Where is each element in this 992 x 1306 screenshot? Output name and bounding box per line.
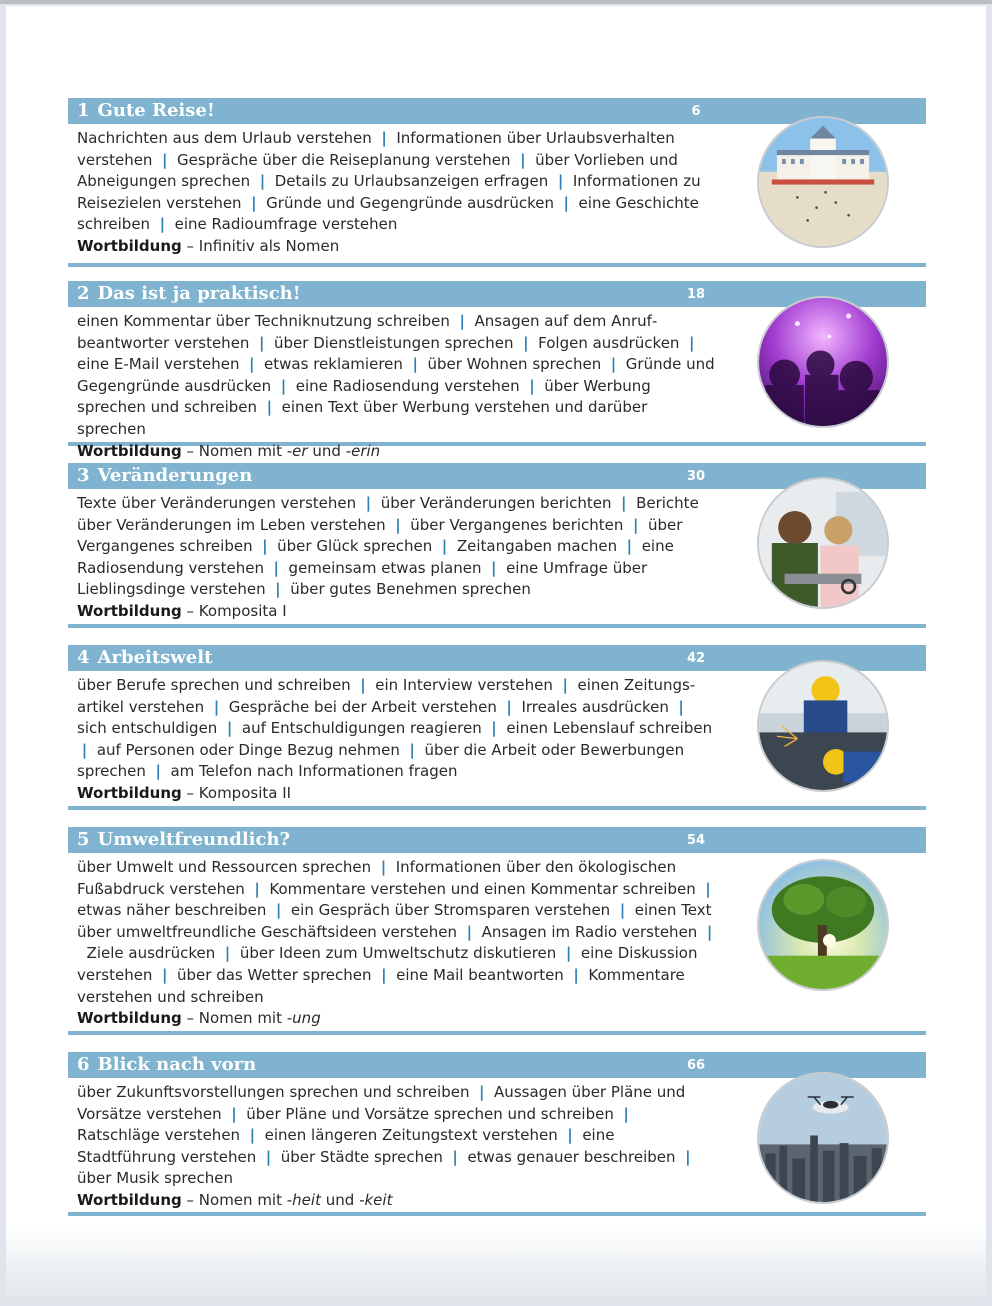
- chapter-5: [68, 827, 926, 1035]
- wortbildung-text: und: [325, 1190, 355, 1209]
- chapter-title-text: Veränderungen: [97, 465, 253, 486]
- wortbildung-text: und: [312, 441, 341, 460]
- topic-item: Folgen ausdrücken: [538, 333, 680, 352]
- wortbildung-suffix: -er: [286, 441, 308, 460]
- topic-item: sich entschuldigen: [77, 719, 218, 738]
- topic-item: Ziele ausdrücken: [86, 944, 216, 963]
- topic-separator: |: [573, 965, 579, 984]
- chapter-number: 5: [77, 829, 90, 850]
- topic-separator: |: [262, 537, 268, 556]
- chapter-body: [68, 853, 717, 1030]
- topic-list: [77, 675, 717, 783]
- topic-list: [77, 311, 717, 441]
- wortbildung-text: – Nomen mit: [186, 1190, 282, 1209]
- topic-separator: |: [705, 879, 711, 898]
- chapter-body: [68, 489, 717, 623]
- topic-separator: |: [213, 697, 220, 716]
- topic-item: Aussagen über Pläne und Vorsätze verstehen: [77, 1083, 686, 1123]
- chapter-page-number: 66: [686, 1058, 706, 1073]
- topic-separator: |: [280, 376, 287, 395]
- chapter-number: 4: [77, 647, 90, 668]
- topic-item: eine Umfrage über Lieblingsdinge verstehen: [77, 558, 648, 599]
- topic-separator: |: [678, 697, 684, 716]
- topic-item: über Veränderungen berichten: [380, 494, 612, 512]
- topic-item: etwas reklamieren: [264, 355, 403, 374]
- chapter-number: 1: [77, 100, 90, 121]
- chapter-6: [68, 1052, 926, 1216]
- wortbildung: [77, 1190, 717, 1212]
- topic-separator: |: [409, 740, 415, 759]
- topic-item: einen Text über umweltfreundliche Geschäftsideen verstehen: [77, 901, 712, 941]
- topic-item: über die Arbeit oder Bewerbungen sprechen: [77, 740, 685, 781]
- topic-separator: |: [466, 922, 473, 941]
- topic-item: Zeitangaben machen: [456, 537, 618, 556]
- topic-separator: |: [381, 129, 387, 147]
- wortbildung-label: Wortbildung: [77, 441, 182, 460]
- topic-separator: |: [491, 558, 497, 577]
- topic-separator: |: [479, 1083, 485, 1101]
- topic-item: Irreales ausdrücken: [521, 697, 669, 716]
- concert-crowd-photo: [757, 296, 889, 428]
- chapter-title-text: Das ist ja praktisch!: [97, 283, 301, 304]
- chapter-body: [68, 671, 717, 805]
- topic-item: Ratschläge verstehen: [77, 1126, 241, 1145]
- chapter-title-text: Gute Reise!: [97, 100, 215, 121]
- topic-separator: |: [565, 944, 572, 963]
- topic-separator: |: [380, 858, 387, 876]
- topic-item: über Dienstleistungen sprechen: [274, 333, 514, 352]
- topic-item: einen längeren Zeitungstext verstehen: [264, 1126, 558, 1145]
- wortbildung-text: – Komposita I: [186, 601, 287, 620]
- topic-list: [77, 1082, 717, 1190]
- topic-item: eine Geschichte schreiben: [77, 193, 699, 234]
- topic-separator: |: [162, 150, 168, 169]
- chapter-title-text: Arbeitswelt: [97, 647, 213, 668]
- topic-separator: |: [621, 494, 627, 512]
- chapter-1: [68, 98, 926, 267]
- topic-item: eine Radioumfrage verstehen: [174, 215, 398, 234]
- chapter-title: [77, 646, 212, 670]
- topic-separator: |: [381, 965, 387, 984]
- topic-item: über Vergangenes berichten: [410, 515, 624, 534]
- beach-resort-photo: [757, 116, 889, 248]
- wortbildung: [77, 601, 717, 623]
- topic-separator: |: [231, 1104, 237, 1123]
- chapter-title: [77, 464, 252, 488]
- topic-separator: |: [365, 494, 372, 512]
- chapter-title-text: Umweltfreundlich?: [97, 829, 291, 850]
- wortbildung: [77, 236, 717, 258]
- topic-separator: |: [523, 333, 529, 352]
- chapter-number: 3: [77, 465, 90, 486]
- topic-separator: |: [162, 965, 168, 984]
- chapter-title: [77, 282, 301, 306]
- topic-separator: |: [619, 901, 626, 920]
- chapter-header: [68, 827, 926, 853]
- topic-item: ein Gespräch über Stromsparen verstehen: [290, 901, 611, 920]
- topic-item: Kommentare verstehen und einen Kommentar schreiben: [269, 879, 696, 898]
- chapter-page-number: 18: [686, 287, 706, 302]
- topic-separator: |: [562, 676, 568, 694]
- topic-item: einen Lebenslauf schreiben: [506, 719, 713, 738]
- topic-item: über Musik sprechen: [77, 1169, 233, 1188]
- topic-separator: |: [226, 719, 233, 738]
- topic-item: über Umwelt und Ressourcen sprechen: [77, 858, 372, 876]
- wortbildung-suffix: -keit: [359, 1190, 393, 1209]
- topic-item: über Glück sprechen: [277, 537, 433, 556]
- topic-separator: |: [360, 676, 366, 694]
- bottom-shade: [6, 1224, 986, 1302]
- topic-separator: |: [520, 150, 526, 169]
- topic-separator: |: [529, 376, 535, 395]
- topic-separator: |: [610, 355, 617, 374]
- topic-separator: |: [506, 697, 512, 716]
- chapter-3: [68, 463, 926, 628]
- topic-item: etwas genauer beschreiben: [467, 1147, 676, 1166]
- topic-item: über Wohnen sprechen: [427, 355, 602, 374]
- topic-separator: |: [557, 172, 564, 191]
- wortbildung: [77, 783, 717, 805]
- topic-separator: |: [155, 762, 161, 781]
- topic-item: Informationen über Urlaubsverhalten verstehen: [77, 129, 675, 169]
- chapter-page-number: 6: [691, 104, 701, 119]
- topic-separator: |: [266, 398, 273, 417]
- wortbildung-suffix: -heit: [286, 1190, 321, 1209]
- topic-item: Kommentare verstehen und schreiben: [77, 965, 685, 1006]
- wortbildung-suffix: -ung: [286, 1009, 321, 1028]
- topic-separator: |: [259, 172, 266, 191]
- chapter-number: 6: [77, 1054, 90, 1075]
- topic-item: Gespräche bei der Arbeit verstehen: [228, 697, 497, 716]
- chapter-body: [68, 124, 717, 258]
- topic-item: über Städte sprechen: [280, 1147, 443, 1166]
- topic-separator: |: [224, 944, 231, 963]
- topic-item: über Pläne und Vorsätze sprechen und schreiben: [246, 1104, 614, 1123]
- topic-separator: |: [275, 580, 281, 599]
- topic-list: [77, 857, 717, 1008]
- topic-item: einen Kommentar über Techniknutzung schreiben: [77, 312, 450, 330]
- topic-separator: |: [412, 355, 418, 374]
- page: [6, 6, 986, 1302]
- topic-separator: |: [81, 740, 88, 759]
- wortbildung-label: Wortbildung: [77, 601, 182, 620]
- topic-item: Texte über Veränderungen verstehen: [77, 494, 357, 512]
- topic-item: ein Interview verstehen: [375, 676, 553, 694]
- topic-separator: |: [159, 215, 166, 234]
- wortbildung: [77, 1008, 717, 1030]
- topic-item: etwas näher beschreiben: [77, 901, 267, 920]
- topic-item: auf Personen oder Dinge Bezug nehmen: [96, 740, 400, 759]
- topic-item: gemeinsam etwas planen: [288, 558, 482, 577]
- topic-list: [77, 128, 717, 236]
- topic-item: am Telefon nach Informationen fragen: [170, 762, 458, 781]
- topic-separator: |: [706, 922, 713, 941]
- chapter-page-number: 30: [686, 469, 706, 484]
- topic-separator: |: [265, 1147, 272, 1166]
- topic-list: [77, 493, 717, 601]
- topic-separator: |: [563, 193, 569, 212]
- wortbildung-label: Wortbildung: [77, 783, 182, 802]
- topic-item: einen Text über Werbung verstehen und darüber sprechen: [77, 398, 648, 438]
- topic-item: über gutes Benehmen sprechen: [290, 580, 531, 599]
- wortbildung-label: Wortbildung: [77, 1009, 182, 1028]
- topic-item: über Ideen zum Umweltschutz diskutieren: [239, 944, 557, 963]
- topic-item: Informationen über den ökologischen Fußabdruck verstehen: [77, 858, 677, 898]
- chapter-title: [77, 99, 215, 123]
- topic-item: über das Wetter sprechen: [177, 965, 372, 984]
- topic-item: eine Diskussion verstehen: [77, 944, 698, 984]
- chapter-title: [77, 1053, 256, 1077]
- topic-item: über Vorlieben und Abneigungen sprechen: [77, 150, 678, 191]
- topic-separator: |: [685, 1147, 691, 1166]
- topic-separator: |: [249, 1126, 256, 1145]
- chapter-body: [68, 1078, 717, 1212]
- topic-separator: |: [632, 515, 639, 534]
- chapter-4: [68, 645, 926, 810]
- wortbildung-text: – Nomen mit: [186, 1009, 282, 1028]
- topic-item: über Zukunftsvorstellungen sprechen und schreiben: [77, 1083, 470, 1101]
- wortbildung-text: – Nomen mit: [186, 441, 282, 460]
- chapter-title-text: Blick nach vorn: [97, 1054, 257, 1075]
- industrial-worker-photo: [757, 660, 889, 792]
- wortbildung-text: – Komposita II: [186, 783, 292, 802]
- topic-separator: |: [249, 355, 255, 374]
- topic-item: Gespräche über die Reiseplanung verstehen: [177, 150, 511, 169]
- chapter-page-number: 42: [686, 651, 706, 666]
- topic-item: eine E-Mail verstehen: [77, 355, 240, 374]
- topic-separator: |: [626, 537, 633, 556]
- topic-separator: |: [441, 537, 448, 556]
- topic-separator: |: [258, 333, 265, 352]
- topic-item: eine Mail beantworten: [396, 965, 564, 984]
- chapter-title: [77, 828, 290, 852]
- topic-item: über Werbung sprechen und schreiben: [77, 376, 651, 417]
- chapter-2: [68, 281, 926, 460]
- chapter-header: [68, 1052, 926, 1078]
- city-drone-photo: [757, 1072, 889, 1204]
- topic-item: Berichte über Veränderungen im Leben verstehen: [77, 494, 699, 534]
- topic-item: Informationen zu Reisezielen verstehen: [77, 172, 701, 212]
- tree-sunlight-photo: [757, 859, 889, 991]
- topic-item: über Vergangenes schreiben: [77, 515, 683, 556]
- topic-item: einen Zeitungsartikel verstehen: [77, 676, 696, 716]
- topic-item: Details zu Urlaubsanzeigen erfragen: [274, 172, 549, 191]
- topic-separator: |: [567, 1126, 573, 1145]
- topic-item: eine Radiosendung verstehen: [77, 537, 674, 577]
- chapter-number: 2: [77, 283, 90, 304]
- topic-separator: |: [275, 901, 282, 920]
- topic-item: Nachrichten aus dem Urlaub verstehen: [77, 129, 372, 147]
- topic-separator: |: [395, 515, 401, 534]
- topic-item: Gründe und Gegengründe ausdrücken: [77, 355, 715, 395]
- topic-item: eine Radiosendung verstehen: [295, 376, 520, 395]
- topic-separator: |: [491, 719, 497, 738]
- topic-item: Ansagen auf dem Anrufbeantworter verstehen: [77, 312, 658, 352]
- wortbildung: [77, 441, 717, 463]
- wortbildung-label: Wortbildung: [77, 1190, 182, 1209]
- wortbildung-suffix: -erin: [345, 441, 381, 460]
- topic-separator: |: [452, 1147, 458, 1166]
- topic-separator: |: [251, 193, 257, 212]
- topic-separator: |: [623, 1104, 629, 1123]
- topic-item: Ansagen im Radio verstehen: [481, 922, 698, 941]
- chapter-body: [68, 307, 717, 462]
- chapter-page-number: 54: [686, 833, 706, 848]
- topic-separator: |: [254, 879, 260, 898]
- top-rule: [0, 0, 992, 4]
- topic-item: auf Entschuldigungen reagieren: [241, 719, 482, 738]
- topic-item: Gründe und Gegengründe ausdrücken: [266, 193, 554, 212]
- topic-separator: |: [688, 333, 695, 352]
- wortbildung-label: Wortbildung: [77, 236, 182, 255]
- topic-item: über Berufe sprechen und schreiben: [77, 676, 351, 694]
- wortbildung-text: – Infinitiv als Nomen: [186, 236, 340, 255]
- topic-item: eine Stadtführung verstehen: [77, 1126, 615, 1166]
- topic-separator: |: [459, 312, 465, 330]
- topic-separator: |: [273, 558, 279, 577]
- children-experiment-photo: [757, 477, 889, 609]
